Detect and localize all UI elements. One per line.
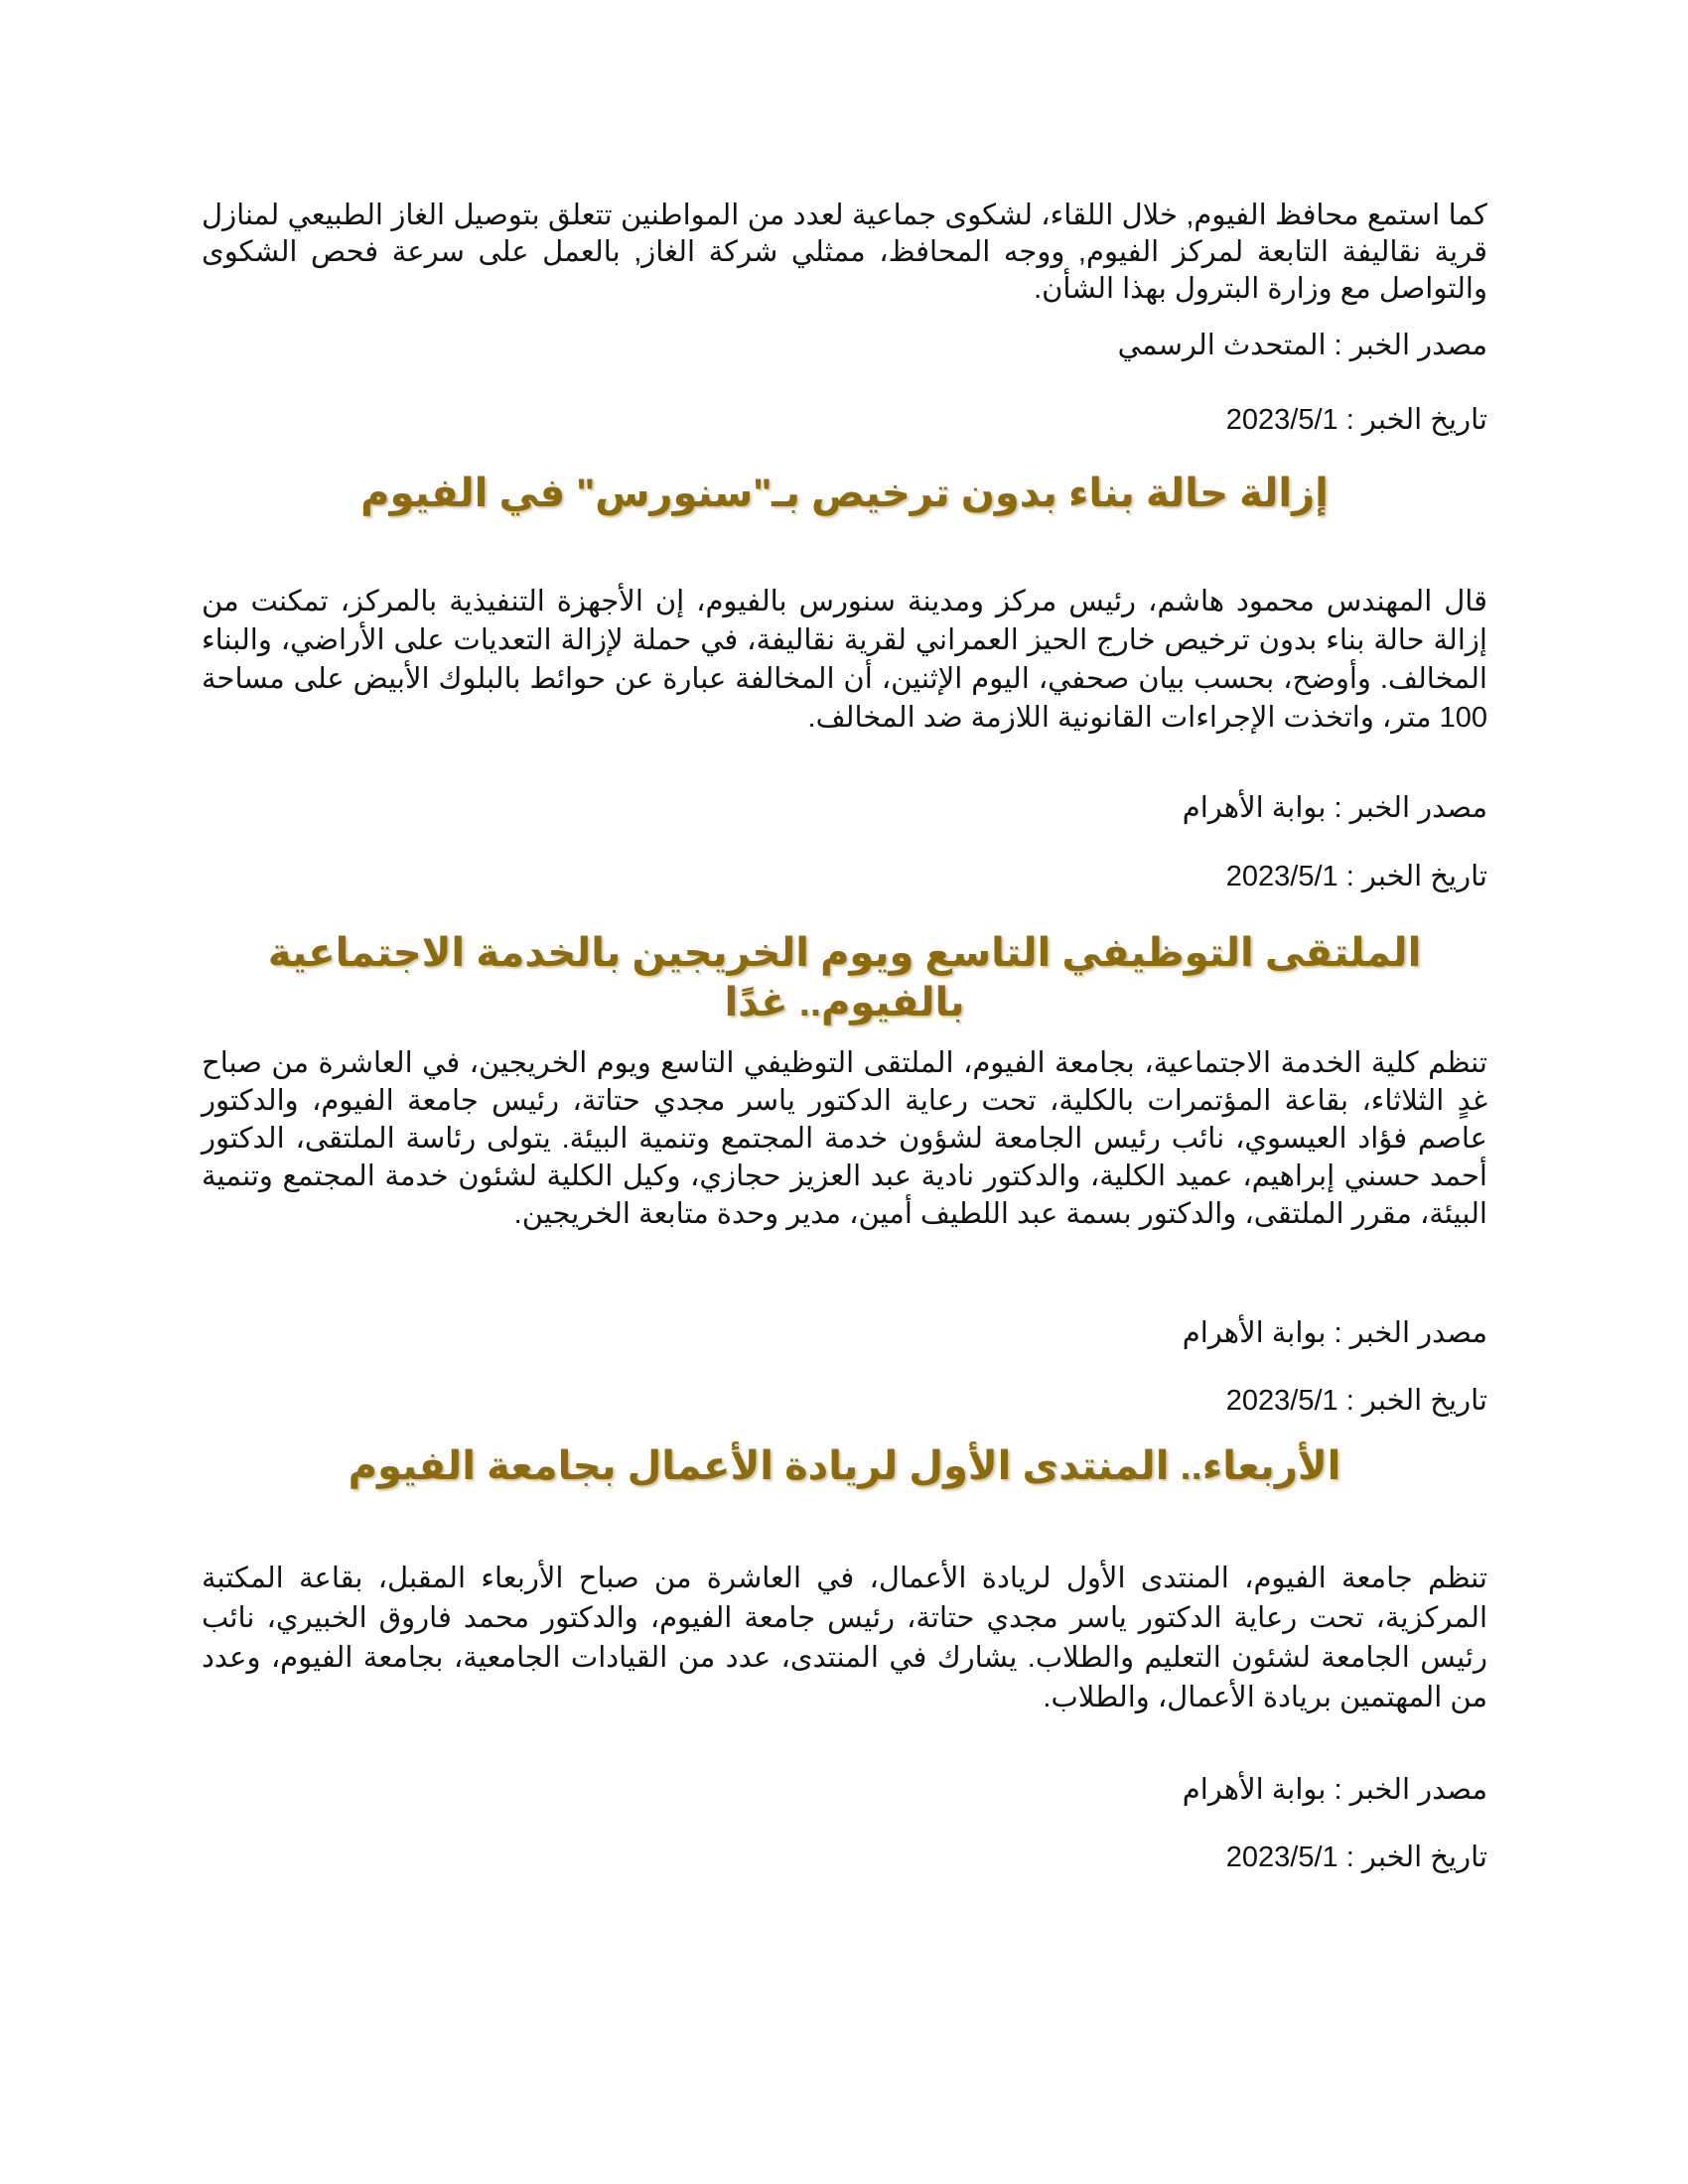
document-page	[202, 0, 1487, 2184]
date-value: 2023/5/1	[1225, 404, 1338, 436]
article-1-source: مصدر الخبر : بوابة الأهرام	[1182, 792, 1487, 824]
date-value: 2023/5/1	[1225, 1385, 1338, 1417]
article-2-date	[1226, 1383, 1487, 1419]
article-3-paragraph: تنظم جامعة الفيوم، المنتدى الأول لريادة الأعمال، في العاشرة من صباح الأربعاء المقبل، بقاعة المكتبة المركزية، تحت رعاية الدكتور ياسر مجدي حتاتة، رئيس جامعة الفيوم، والدكتور محمد فاروق الخبيري، نائب رئيس الجامعة لشئون التعليم والطلاب. يشارك في المنتدى، عدد من القيادات الجامعية، بجامعة الفيوم، وعدد من المهتمين بريادة الأعمال، والطلاب.	[202, 1563, 1487, 1713]
article-3-source: مصدر الخبر : بوابة الأهرام	[1182, 1774, 1487, 1806]
article-2-source: مصدر الخبر : بوابة الأهرام	[1182, 1317, 1487, 1349]
article-2-paragraph: تنظم كلية الخدمة الاجتماعية، بجامعة الفيوم، الملتقى التوظيفي التاسع ويوم الخريجين، في العاشرة من صباح غدٍ الثلاثاء، بقاعة المؤتمرات بالكلية، تحت رعاية الدكتور ياسر مجدي حتاتة، رئيس جامعة الفيوم، والدكتور عاصم فؤاد العيسوي، نائب رئيس الجامعة لشؤون خدمة المجتمع وتنمية البيئة. يتولى رئاسة الملتقى، الدكتور أحمد حسني إبراهيم، عميد الكلية، والدكتور نادية عبد العزيز حجازي، وكيل الكلية لشئون خدمة المجتمع وتنمية البيئة، مقرر الملتقى، والدكتور بسمة عبد اللطيف أمين، مدير وحدة متابعة الخريجين.	[202, 1047, 1487, 1230]
date-label: تاريخ الخبر :	[1345, 1385, 1487, 1417]
date-label: تاريخ الخبر :	[1345, 404, 1487, 436]
article-3-date	[1226, 1840, 1487, 1875]
date-value: 2023/5/1	[1225, 1842, 1338, 1873]
date-label: تاريخ الخبر :	[1345, 1842, 1487, 1873]
article-1-paragraph: قال المهندس محمود هاشم، رئيس مركز ومدينة سنورس بالفيوم، إن الأجهزة التنفيذية بالمركز، تمكنت من إزالة حالة بناء بدون ترخيص خارج الحيز العمراني لقرية نقاليفة، في حملة لإزالة التعديات على الأراضي، والبناء المخالف. وأوضح، بحسب بيان صحفي، اليوم الإثنين، أن المخالفة عبارة عن حوائط بالبلوك الأبيض على مساحة 100 متر، واتخذت الإجراءات القانونية اللازمة ضد المخالف.	[202, 586, 1487, 734]
date-label: تاريخ الخبر :	[1345, 861, 1487, 892]
article-2-headline: الملتقى التوظيفي التاسع ويوم الخريجين بالخدمة الاجتماعية بالفيوم.. غدًا	[267, 931, 1422, 1024]
intro-paragraph: كما استمع محافظ الفيوم, خلال اللقاء، لشكوى جماعية لعدد من المواطنين تتعلق بتوصيل الغاز الطبيعي لمنازل قرية نقاليفة التابعة لمركز الفيوم, ووجه المحافظ، ممثلي شركة الغاز, بالعمل على سرعة فحص الشكوى والتواصل مع وزارة البترول بهذا الشأن.	[202, 200, 1487, 305]
article-1-date	[1226, 859, 1487, 894]
article-3-headline: الأربعاء.. المنتدى الأول لريادة الأعمال بجامعة الفيوم	[348, 1444, 1341, 1488]
intro-source: مصدر الخبر : المتحدث الرسمي	[1117, 330, 1487, 361]
article-1-headline: إزالة حالة بناء بدون ترخيص بـ"سنورس" في الفيوم	[360, 472, 1329, 515]
date-value: 2023/5/1	[1225, 861, 1338, 892]
intro-date	[1226, 402, 1487, 438]
